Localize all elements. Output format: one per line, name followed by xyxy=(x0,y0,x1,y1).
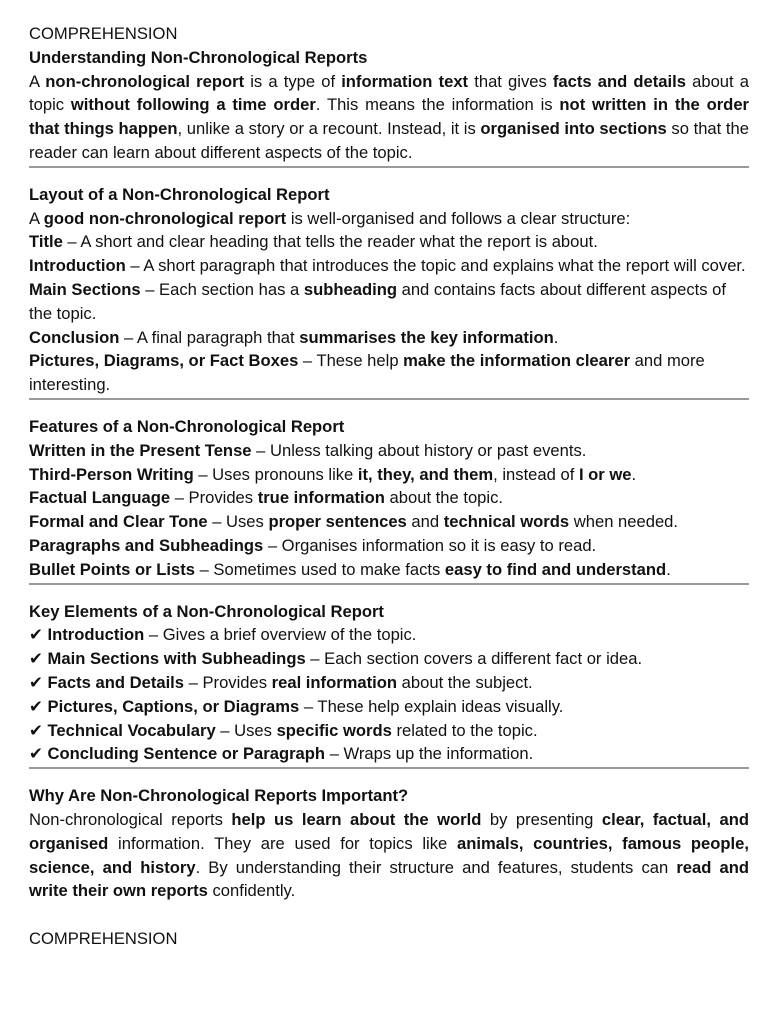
intro-paragraph: A non-chronological report is a type of information text that gives facts and details about a topic without following a time order. This means the information is not written in the order that things happen, unlike a story or a recount. Instead, it is organised into sections so that the reader can learn about different aspects of the topic. xyxy=(29,71,750,162)
bold-phrase: real information xyxy=(271,672,398,692)
bold-phrase: animals, countries, famous people, science, and history xyxy=(29,833,750,877)
bold-phrase: Bullet Points or Lists xyxy=(29,559,195,579)
document-page xyxy=(29,22,749,951)
bold-phrase: Title xyxy=(29,232,63,252)
header-label: COMPREHENSION xyxy=(29,24,178,43)
bold-phrase: technical words xyxy=(443,512,570,532)
bold-phrase: Factual Language xyxy=(29,488,171,508)
section-title-key-elements: Key Elements of a Non-Chronological Report xyxy=(29,601,384,621)
feature-line: Third-Person Writing – Uses pronouns like it, they, and them, instead of I or we. xyxy=(29,464,637,484)
bold-phrase: read and write their own reports xyxy=(29,857,749,901)
check-mark-icon: ✔ xyxy=(29,720,43,740)
layout-line: A good non-chronological report is well-organised and follows a clear structure: xyxy=(29,208,631,228)
section-features xyxy=(29,400,749,582)
layout-line: Main Sections – Each section has a subheading and contains facts about different aspects of the topic. xyxy=(29,279,726,323)
bold-phrase: Pictures, Diagrams, or Fact Boxes xyxy=(29,351,299,371)
section-key-elements xyxy=(29,585,749,767)
feature-line: Paragraphs and Subheadings – Organises information so it is easy to read. xyxy=(29,535,597,555)
bold-phrase: good non-chronological report xyxy=(43,208,287,228)
bold-phrase: Pictures, Captions, or Diagrams xyxy=(47,696,300,716)
bold-phrase: subheading xyxy=(303,279,397,299)
bold-phrase: organised into sections xyxy=(480,119,667,139)
bold-phrase: easy to find and understand xyxy=(444,559,667,579)
check-mark-icon: ✔ xyxy=(29,649,43,669)
bold-phrase: Introduction xyxy=(47,625,145,645)
bold-phrase: Introduction xyxy=(29,256,126,276)
bold-phrase: Formal and Clear Tone xyxy=(29,512,208,532)
bold-phrase: Written in the Present Tense xyxy=(29,440,252,460)
bold-phrase: Main Sections xyxy=(29,279,141,299)
bold-phrase: Third-Person Writing xyxy=(29,464,194,484)
bold-phrase: Technical Vocabulary xyxy=(47,720,216,740)
check-mark-icon: ✔ xyxy=(29,696,43,716)
section-title-layout: Layout of a Non-Chronological Report xyxy=(29,184,330,204)
bold-phrase: proper sentences xyxy=(268,512,407,532)
section-title-features: Features of a Non-Chronological Report xyxy=(29,416,345,436)
layout-line: Conclusion – A final paragraph that summarises the key information. xyxy=(29,327,559,347)
bold-phrase: facts and details xyxy=(552,71,686,91)
bold-phrase: make the information clearer xyxy=(403,351,631,371)
check-mark-icon: ✔ xyxy=(29,672,43,692)
bold-phrase: Facts and Details xyxy=(47,672,185,692)
bold-phrase: summarises the key information xyxy=(299,327,554,347)
bold-phrase: Main Sections with Subheadings xyxy=(47,649,306,669)
section-title-understanding: Understanding Non-Chronological Reports xyxy=(29,47,368,67)
layout-line: Pictures, Diagrams, or Fact Boxes – These help make the information clearer and more interesting. xyxy=(29,351,705,395)
section-title-importance: Why Are Non-Chronological Reports Important? xyxy=(29,786,409,806)
bold-phrase: specific words xyxy=(276,720,392,740)
layout-line: Title – A short and clear heading that tells the reader what the report is about. xyxy=(29,232,598,252)
feature-line: Written in the Present Tense – Unless talking about history or past events. xyxy=(29,440,587,460)
feature-line: Bullet Points or Lists – Sometimes used to make facts easy to find and understand. xyxy=(29,559,671,579)
bold-phrase: I or we xyxy=(578,464,632,484)
bold-phrase: it, they, and them xyxy=(357,464,494,484)
importance-paragraph: Non-chronological reports help us learn about the world by presenting clear, factual, and organised information. They are used for topics like animals, countries, famous people, science, and history. By understanding their structure and features, students can read and write their own reports confidently. xyxy=(29,809,750,901)
bold-phrase: Paragraphs and Subheadings xyxy=(29,535,264,555)
bold-phrase: help us learn about the world xyxy=(231,809,482,829)
bold-phrase: clear, factual, and organised xyxy=(29,809,749,853)
layout-line: Introduction – A short paragraph that introduces the topic and explains what the report will cover. xyxy=(29,256,746,276)
key-element-item: ✔ Technical Vocabulary – Uses specific words related to the topic. xyxy=(29,720,538,740)
bold-phrase: Conclusion xyxy=(29,327,120,347)
key-element-item: ✔ Main Sections with Subheadings – Each section covers a different fact or idea. xyxy=(29,649,643,669)
key-element-item: ✔ Pictures, Captions, or Diagrams – These help explain ideas visually. xyxy=(29,696,564,716)
bold-phrase: non-chronological report xyxy=(45,71,245,91)
key-element-item: ✔ Concluding Sentence or Paragraph – Wraps up the information. xyxy=(29,744,534,764)
check-mark-icon: ✔ xyxy=(29,625,43,645)
key-element-item: ✔ Facts and Details – Provides real information about the subject. xyxy=(29,672,533,692)
bold-phrase: Concluding Sentence or Paragraph xyxy=(47,744,326,764)
bold-phrase: true information xyxy=(257,488,385,508)
check-mark-icon: ✔ xyxy=(29,744,43,764)
section-importance xyxy=(29,769,749,903)
footer-label: COMPREHENSION xyxy=(29,929,178,949)
feature-line: Formal and Clear Tone – Uses proper sentences and technical words when needed. xyxy=(29,512,679,532)
bold-phrase: without following a time order xyxy=(70,95,316,115)
bold-phrase: not written in the order that things happen xyxy=(29,95,750,139)
section-layout xyxy=(29,168,749,397)
feature-line: Factual Language – Provides true information about the topic. xyxy=(29,488,504,508)
bold-phrase: information text xyxy=(341,71,469,91)
key-element-item: ✔ Introduction – Gives a brief overview of the topic. xyxy=(29,625,417,645)
